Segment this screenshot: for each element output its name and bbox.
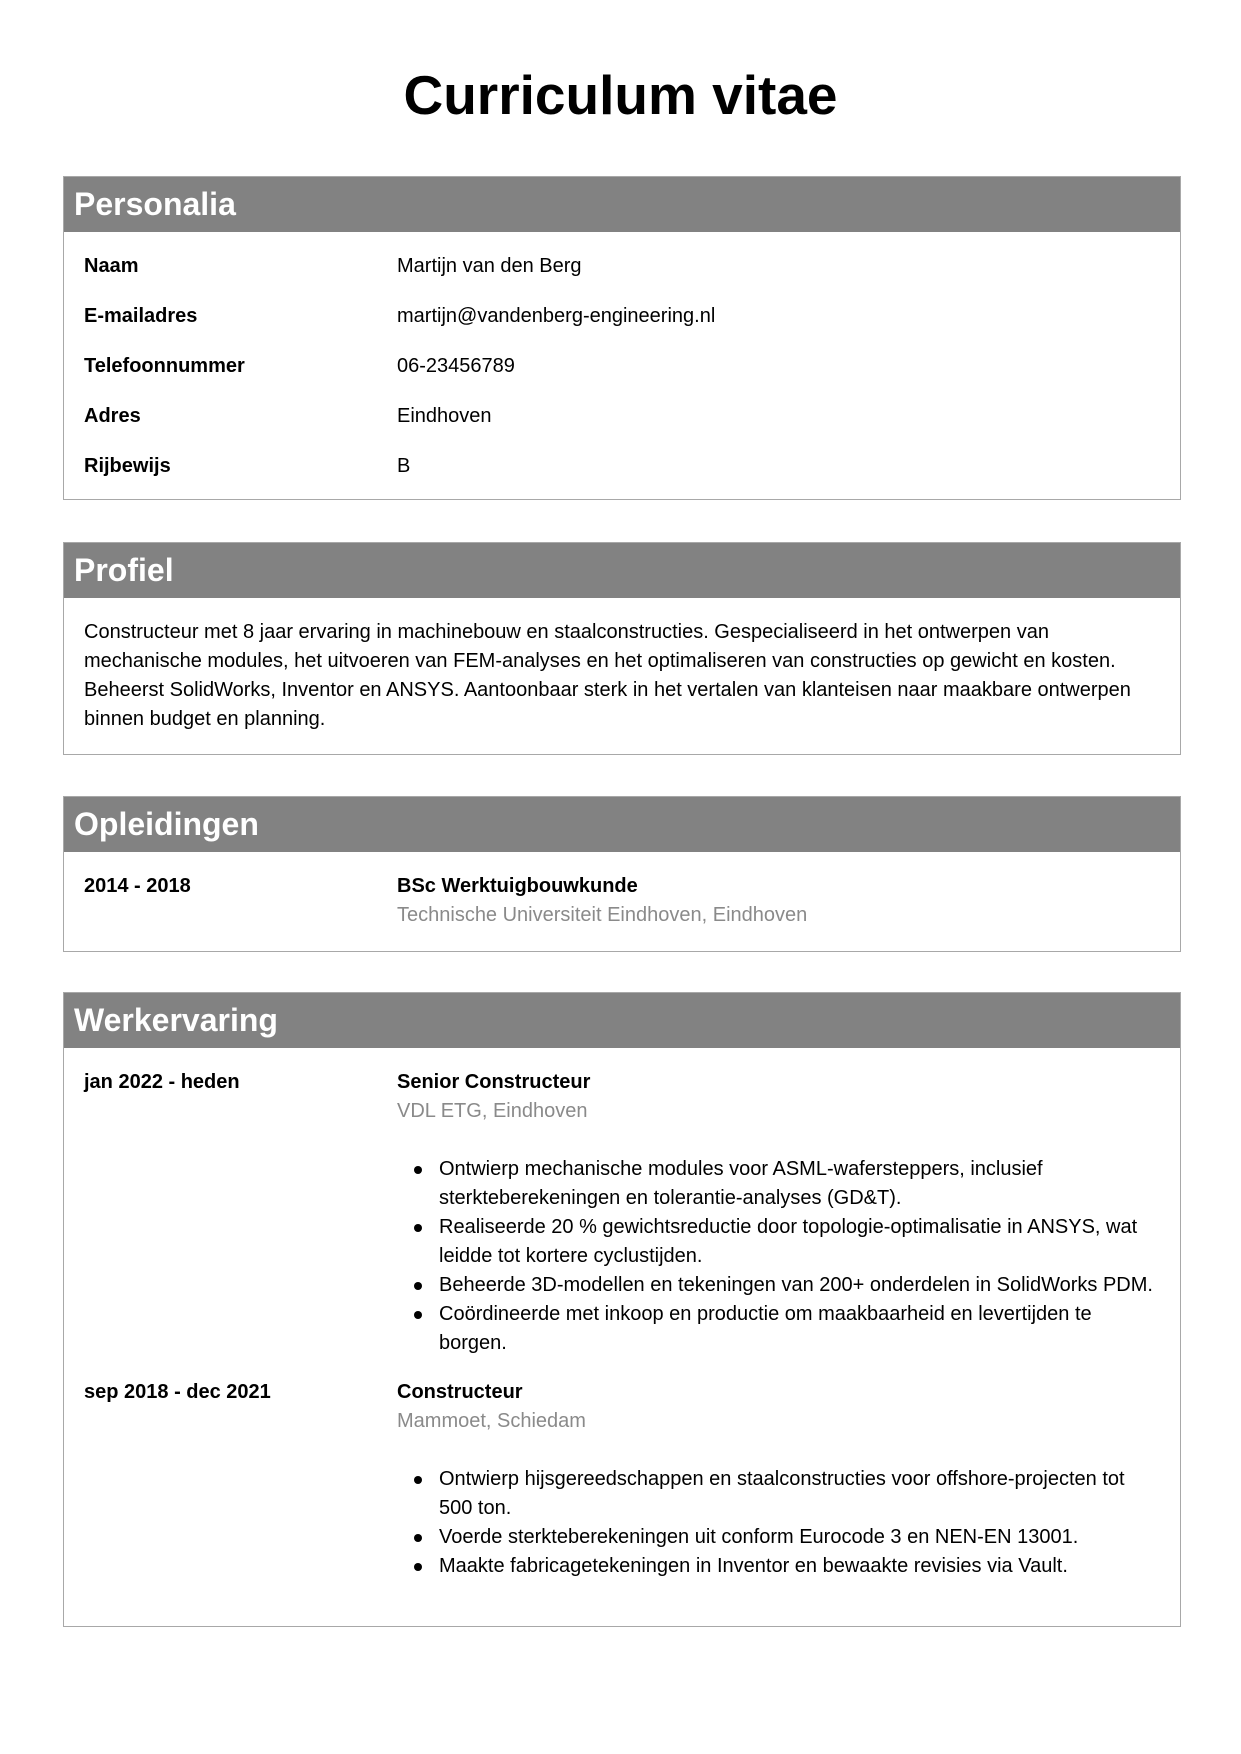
experience-entry (84, 1378, 1160, 1581)
education-entry (84, 872, 1160, 930)
education-period: 2014 - 2018 (84, 875, 191, 897)
education-body (64, 852, 1180, 948)
company-name: VDL ETG, Eindhoven (397, 1100, 588, 1122)
job-bullet: Coördineerde met inkoop en productie om maakbaarheid en levertijden te borgen. (397, 1300, 1160, 1358)
license-value: B (397, 455, 411, 477)
personalia-heading: Personalia (64, 177, 1180, 232)
experience-section (63, 992, 1181, 1627)
job-bullet: Realiseerde 20 % gewichtsreductie door topologie-optimalisatie in ANSYS, wat leidde tot kortere cyclustijden. (397, 1213, 1160, 1271)
profile-section (63, 542, 1181, 755)
education-title: BSc Werktuigbouwkunde (397, 875, 638, 897)
phone-label: Telefoonnummer (84, 355, 245, 377)
name-label: Naam (84, 255, 139, 277)
personalia-row-name (84, 252, 1160, 302)
job-title: Constructeur (397, 1381, 523, 1403)
phone-value: 06-23456789 (397, 355, 515, 377)
address-value: Eindhoven (397, 405, 492, 427)
job-bullet: Voerde sterkteberekeningen uit conform Eurocode 3 en NEN-EN 13001. (397, 1523, 1160, 1552)
profile-body (64, 598, 1180, 752)
job-bullet: Ontwierp hijsgereedschappen en staalconstructies voor offshore-projecten tot 500 ton. (397, 1465, 1160, 1523)
personalia-row-phone (84, 352, 1160, 402)
personalia-row-address (84, 402, 1160, 452)
job-title: Senior Constructeur (397, 1071, 591, 1093)
education-details (397, 872, 1160, 930)
education-heading: Opleidingen (64, 797, 1180, 852)
experience-period: jan 2022 - heden (84, 1071, 240, 1093)
email-label: E-mailadres (84, 305, 198, 327)
personalia-body (64, 232, 1180, 512)
job-bullet: Beheerde 3D-modellen en tekeningen van 200+ onderdelen in SolidWorks PDM. (397, 1271, 1160, 1300)
experience-body (64, 1048, 1180, 1599)
page-title: Curriculum vitae (403, 64, 838, 126)
education-section (63, 796, 1181, 952)
profile-heading: Profiel (64, 543, 1180, 598)
personalia-row-license (84, 452, 1160, 502)
experience-period: sep 2018 - dec 2021 (84, 1381, 271, 1403)
personalia-section (63, 176, 1181, 500)
email-value: martijn@vandenberg-engineering.nl (397, 305, 716, 327)
experience-details (397, 1068, 1160, 1358)
name-value: Martijn van den Berg (397, 255, 582, 277)
experience-heading: Werkervaring (64, 993, 1180, 1048)
company-name: Mammoet, Schiedam (397, 1410, 586, 1432)
profile-text: Constructeur met 8 jaar ervaring in machinebouw en staalconstructies. Gespecialiseerd in het ontwerpen van mechanische modules, het uitvoeren van FEM-analyses en het optimaliseren van constructies op gewicht en kosten. Beheerst SolidWorks, Inventor en ANSYS. Aantoonbaar sterk in het vertalen van klanteisen naar maakbare ontwerpen binnen budget en planning. (84, 621, 1131, 730)
license-label: Rijbewijs (84, 455, 171, 477)
address-label: Adres (84, 405, 141, 427)
job-bullet: Ontwierp mechanische modules voor ASML-wafersteppers, inclusief sterkteberekeningen en tolerantie-analyses (GD&T). (397, 1155, 1160, 1213)
experience-entry (84, 1068, 1160, 1358)
job-bullet-list (397, 1155, 1160, 1358)
experience-details (397, 1378, 1160, 1581)
job-bullet: Maakte fabricagetekeningen in Inventor en bewaakte revisies via Vault. (397, 1552, 1160, 1581)
job-bullet-list (397, 1465, 1160, 1581)
personalia-row-email (84, 302, 1160, 352)
education-institution: Technische Universiteit Eindhoven, Eindhoven (397, 904, 808, 926)
